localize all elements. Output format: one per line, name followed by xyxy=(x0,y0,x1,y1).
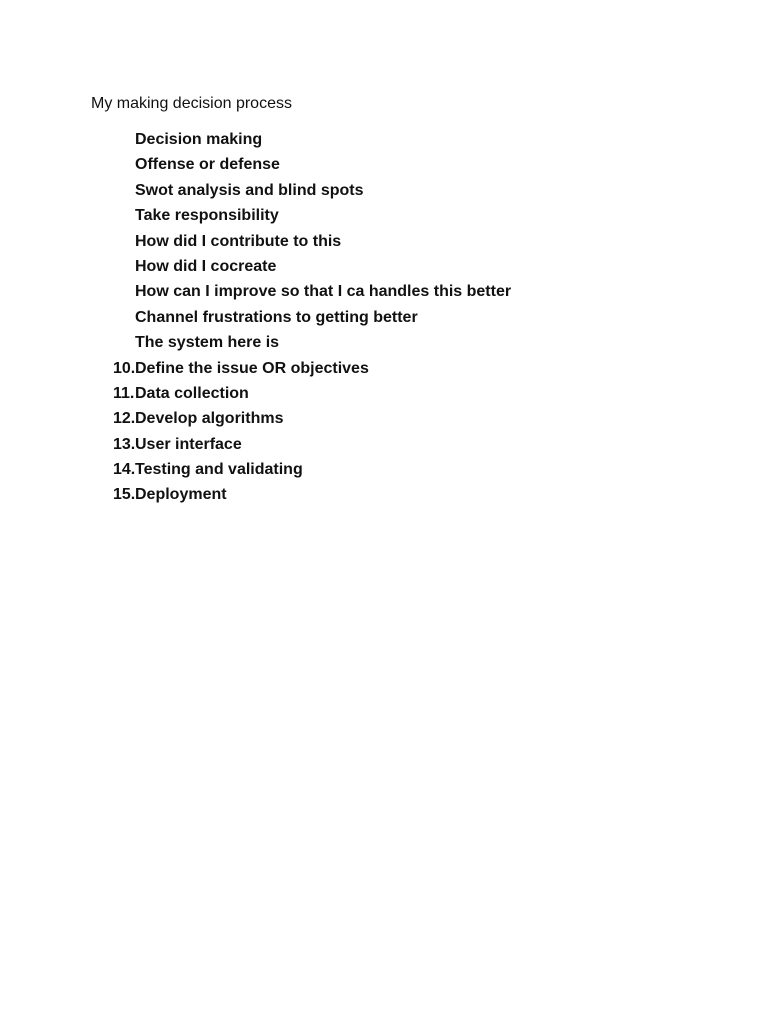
list-item-number: 13. xyxy=(113,435,136,453)
list-item-number: 12. xyxy=(113,410,136,428)
list-item-text: User interface xyxy=(135,435,242,453)
list-item-text: Channel frustrations to getting better xyxy=(135,308,418,326)
list-item-text: How did I cocreate xyxy=(135,257,277,275)
list-item-text: Data collection xyxy=(135,384,249,402)
list-item-text: How did I contribute to this xyxy=(135,232,342,250)
list-item-text: Develop algorithms xyxy=(135,410,284,428)
list-item-number: 10. xyxy=(113,359,136,377)
list-item-number: 14. xyxy=(113,461,136,479)
document-title: My making decision process xyxy=(91,95,292,112)
list-item-number: 15. xyxy=(113,486,136,504)
list-item-text: The system here is xyxy=(135,334,280,352)
list-item-text: Deployment xyxy=(135,486,227,504)
list-item-number: 11. xyxy=(113,384,135,402)
list-item-text: Decision making xyxy=(135,131,263,148)
list-item-text: Take responsibility xyxy=(135,207,279,225)
list-item-text: How can I improve so that I ca handles this better xyxy=(135,283,512,301)
list-item-text: Swot analysis and blind spots xyxy=(135,181,364,199)
list-item-text: Offense or defense xyxy=(135,156,280,174)
list-item-text: Define the issue OR objectives xyxy=(135,359,369,377)
list-item-text: Testing and validating xyxy=(135,461,303,479)
